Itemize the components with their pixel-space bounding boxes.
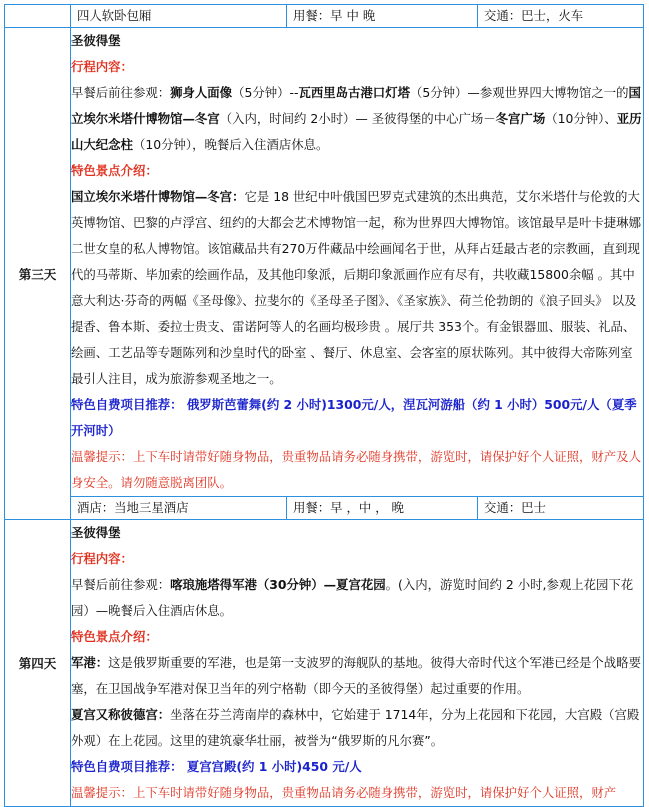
day3-label: 第三天 (5, 28, 71, 520)
day4-city: 圣彼得堡 (71, 525, 121, 540)
day4-warm-tip: 温馨提示：上下车时请带好随身物品，贵重物品请务必随身携带，游览时，请保护好个人证照，财产 (71, 785, 617, 800)
day4-itinerary-text: 早餐后前往参观：喀琅施塔得军港（30分钟）—夏宫花园。(入内，游览时间约 2 小时,参观上花园下花园）—晚餐后入住酒店休息。 (71, 577, 634, 618)
day4-optional-tours: 特色自费项目推荐： 夏宫宫殿(约 1 小时)450 元/人 (71, 759, 362, 774)
previous-day-summary-row (5, 5, 644, 28)
day3-transport: 交通：巴士 (477, 497, 643, 519)
day3-summary-row (5, 497, 644, 520)
day4-spot2-description: 夏宫又称彼德宫：坐落在芬兰湾南岸的森林中，它始建于 1714年，分为上花园和下花园，大宫殿（宫殿外观）在上花园。这里的建筑豪华壮丽，被誉为“俄罗斯的凡尔赛”。 (71, 707, 640, 748)
day3-meals: 用餐：早 ，中 ， 晚 (286, 497, 477, 519)
day3-spot-name: 国立埃尔米塔什博物馆—冬宫： (71, 189, 245, 204)
transport-info: 交通：巴士，火车 (477, 5, 643, 27)
previous-day-label-cell (5, 5, 71, 28)
day3-hotel: 酒店：当地三星酒店 (77, 500, 189, 515)
day4-spot1-description: 军港：这是俄罗斯重要的军港，也是第一支波罗的海舰队的基地。彼得大帝时代这个军港已经是个战略要塞，在卫国战争军港对保卫当年的列宁格勒（即今天的圣彼得堡）起过重要的作用。 (71, 655, 641, 696)
day3-itinerary-text: 早餐后前往参观：狮身人面像（5分钟）--瓦西里岛古港口灯塔（5分钟）—参观世界四大博物馆之一的国立埃尔米塔什博物馆—冬宫（入内，时间约 2小时）— 圣彼得堡的中心广场－冬宫广场（10分钟）、亚历山大纪念柱（10分钟），晚餐后入住酒店休息。 (71, 85, 642, 152)
day3-warm-tip: 温馨提示：上下车时请带好随身物品，贵重物品请务必随身携带，游览时，请保护好个人证照，财产及人身安全。请勿随意脱离团队。 (71, 449, 641, 490)
day4-spot2-name: 夏宫又称彼德宫： (71, 707, 171, 722)
day3-content (71, 28, 644, 497)
meals-info: 用餐：早 中 晚 (286, 5, 477, 27)
day3-itinerary-heading: 行程内容： (71, 59, 133, 74)
day3-city: 圣彼得堡 (71, 33, 121, 48)
day3-row (5, 28, 644, 497)
day4-label: 第四天 (5, 520, 71, 807)
itinerary-table (4, 4, 644, 807)
day4-itinerary-heading: 行程内容： (71, 551, 133, 566)
stay-info: 四人软卧包厢 (77, 8, 152, 23)
day4-content (71, 520, 644, 807)
day3-optional-tours: 特色自费项目推荐： 俄罗斯芭蕾舞(约 2 小时)1300元/人，涅瓦河游船（约 1 小时）500元/人（夏季开河时） (71, 397, 637, 438)
day4-row (5, 520, 644, 807)
day4-spots-heading: 特色景点介绍： (71, 629, 158, 644)
day3-spot-description: 国立埃尔米塔什博物馆—冬宫：它是 18 世纪中叶俄国巴罗克式建筑的杰出典范，艾尔米塔什与伦敦的大英博物馆、巴黎的卢浮宫、纽约的大都会艺术博物馆一起，称为世界四大博物馆。该馆最早是叶卡捷琳娜二世女皇的私人博物馆。该馆藏品共有270万件藏品中绘画闻名于世，从拜占廷最古老的宗教画，直到现代的马蒂斯、毕加索的绘画作品，及其他印象派，后期印象派画作应有尽有，共收藏15800余幅 。其中意大利达·芬奇的两幅《圣母像》、拉斐尔的《圣母圣子图》、《圣家族》、荷兰伦勃朗的《浪子回头》 以及提香、鲁本斯、委拉士贵支、雷诺阿等人的名画均极珍贵 。展厅共 353个。有金银器皿、服装、礼品、绘画、工艺品等专题陈列和沙皇时代的卧室 、餐厅、休息室、会客室的原状陈列。其中彼得大帝陈列室最引人注目，成为旅游参观圣地之一。 (71, 189, 641, 386)
day3-spots-heading: 特色景点介绍： (71, 163, 158, 178)
day4-spot1-name: 军港： (71, 655, 109, 670)
